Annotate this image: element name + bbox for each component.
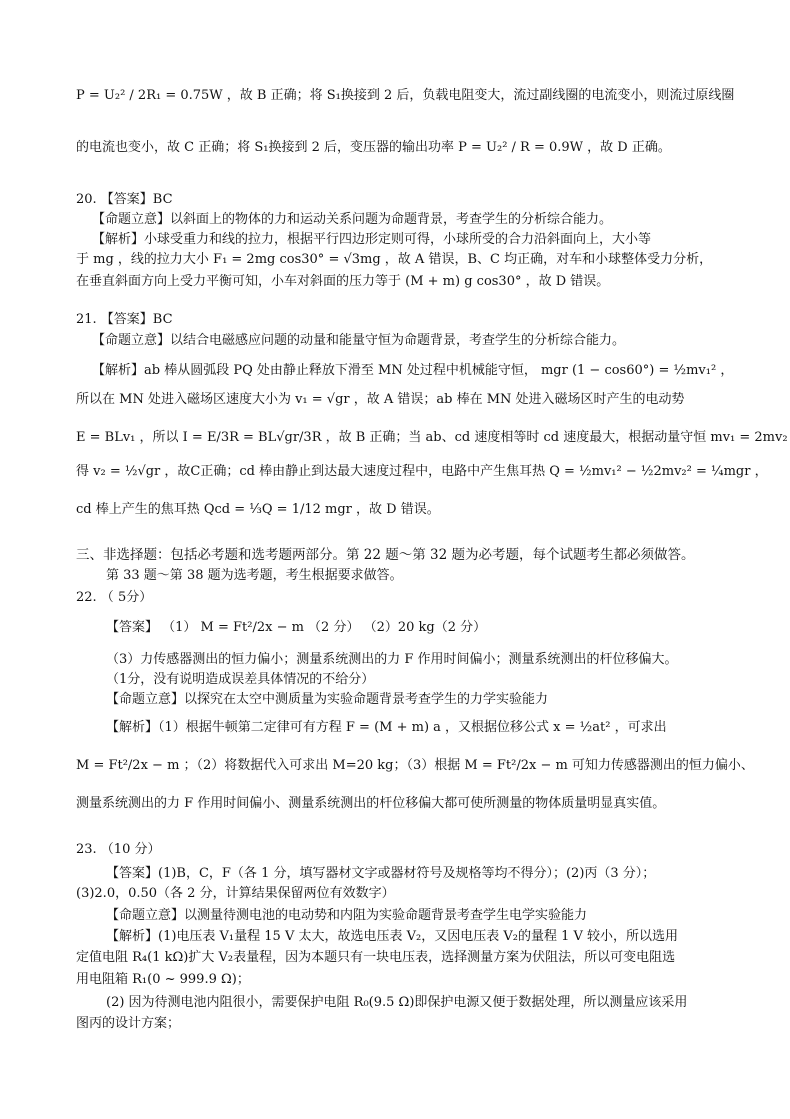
question-23-analysis: 【解析】(1)电压表 V₁量程 15 V 太大，故选电压表 V₂，又因电压表 V₂的量程 1 V 较小，所以选用 [106,929,678,944]
text-line: (3)2.0，0.50（各 2 分，计算结果保留两位有效数字） [76,886,395,901]
question-20-analysis: 【解析】小球受重力和线的拉力，根据平行四边形定则可得，小球所受的合力沿斜面向上，大小等 [92,232,652,247]
text-line: M = Ft²/2x − m ；（2）将数据代入可求出 M=20 kg；（3）根据 M = Ft²/2x − m 可知力传感器测出的恒力偏小、 [76,758,754,773]
question-22-header: 22. （ 5分） [76,590,153,605]
text-line: （1分，没有说明造成误差具体情况的不给分） [106,672,375,687]
text-line: 的电流也变小，故 C 正确；将 S₁换接到 2 后，变压器的输出功率 P = U₂² / R = 0.9W ，故 D 正确。 [76,140,671,155]
question-21-answer: 21. 【答案】BC [76,312,173,327]
question-23-header: 23. （10 分） [76,842,161,857]
question-22-answer: 【答案】 （1） M = Ft²/2x − m （2 分） （2）20 kg（2 分） [106,620,487,635]
text-line: E = BLv₁ ，所以 I = E/3R = BL√gr/3R ，故 B 正确；当 ab、cd 速度相等时 cd 速度最大，根据动量守恒 mv₁ = 2mv₂ [76,430,788,445]
text-line: 定值电阻 R₄(1 kΩ)扩大 V₂表量程，因为本题只有一块电压表，选择测量方案为伏阻法，所以可变电阻选 [76,950,676,965]
text-line: 在垂直斜面方向上受力平衡可知，小车对斜面的压力等于 (M + m) g cos30° ，故 D 错误。 [76,274,610,289]
question-20-intent: 【命题立意】以斜面上的物体的力和运动关系问题为命题背景，考查学生的分析综合能力。 [92,212,613,227]
text-line: 用电阻箱 R₁(0 ~ 999.9 Ω)； [76,972,250,987]
text-line: 得 v₂ = ½√gr ，故C正确；cd 棒由静止到达最大速度过程中，电路中产生焦耳热 Q = ½mv₁² − ½2mv₂² = ¼mgr ， [76,464,768,479]
question-22-analysis: 【解析】（1）根据牛顿第二定律可有方程 F = (M + m) a ，又根据位移公式 x = ½at² ，可求出 [106,720,667,735]
text-line: (2) 因为待测电池内阻很小，需要保护电阻 R₀(9.5 Ω)即保护电源又便于数据处理，所以测量应该采用 [106,995,688,1010]
text-line: P = U₂² / 2R₁ = 0.75W ，故 B 正确；将 S₁换接到 2 后，负载电阻变大，流过副线圈的电流变小，则流过原线圈 [76,88,735,103]
question-21-intent: 【命题立意】以结合电磁感应问题的动量和能量守恒为命题背景，考查学生的分析综合能力。 [92,333,626,348]
question-22-intent: 【命题立意】以探究在太空中测质量为实验命题背景考查学生的力学实验能力 [106,692,549,707]
question-23-intent: 【命题立意】以测量待测电池的电动势和内阻为实验命题背景考查学生电学实验能力 [106,908,588,923]
question-23-answer: 【答案】(1)B，C，F（各 1 分，填写器材文字或器材符号及规格等均不得分）；(2)丙（3 分）； [106,866,656,881]
question-21-analysis: 【解析】ab 棒从圆弧段 PQ 处由静止释放下滑至 MN 处过程中机械能守恒， mgr (1 − cos60°) = ½mv₁² ， [92,363,734,378]
section-heading-cont: 第 33 题～第 38 题为选考题，考生根据要求做答。 [106,568,403,583]
text-line: （3）力传感器测出的恒力偏小；测量系统测出的力 F 作用时间偏小；测量系统测出的杆位移偏大。 [106,652,678,667]
text-line: 测量系统测出的力 F 作用时间偏小、测量系统测出的杆位移偏大都可使所测量的物体质量明显真实值。 [76,796,666,811]
text-line: cd 棒上产生的焦耳热 Qcd = ⅓Q = 1/12 mgr ，故 D 错误。 [76,502,440,517]
text-line: 图丙的设计方案； [76,1016,181,1031]
text-line: 所以在 MN 处进入磁场区速度大小为 v₁ = √gr ，故 A 错误；ab 棒在 MN 处进入磁场区时产生的电动势 [76,392,685,407]
question-20-answer: 20. 【答案】BC [76,192,173,207]
section-heading: 三、非选择题：包括必考题和选考题两部分。第 22 题～第 32 题为必考题，每个试题考生都必须做答。 [76,547,695,563]
text-line: 于 mg ，线的拉力大小 F₁ = 2mg cos30° = √3mg ，故 A 错误，B、C 均正确，对车和小球整体受力分析， [76,252,713,267]
